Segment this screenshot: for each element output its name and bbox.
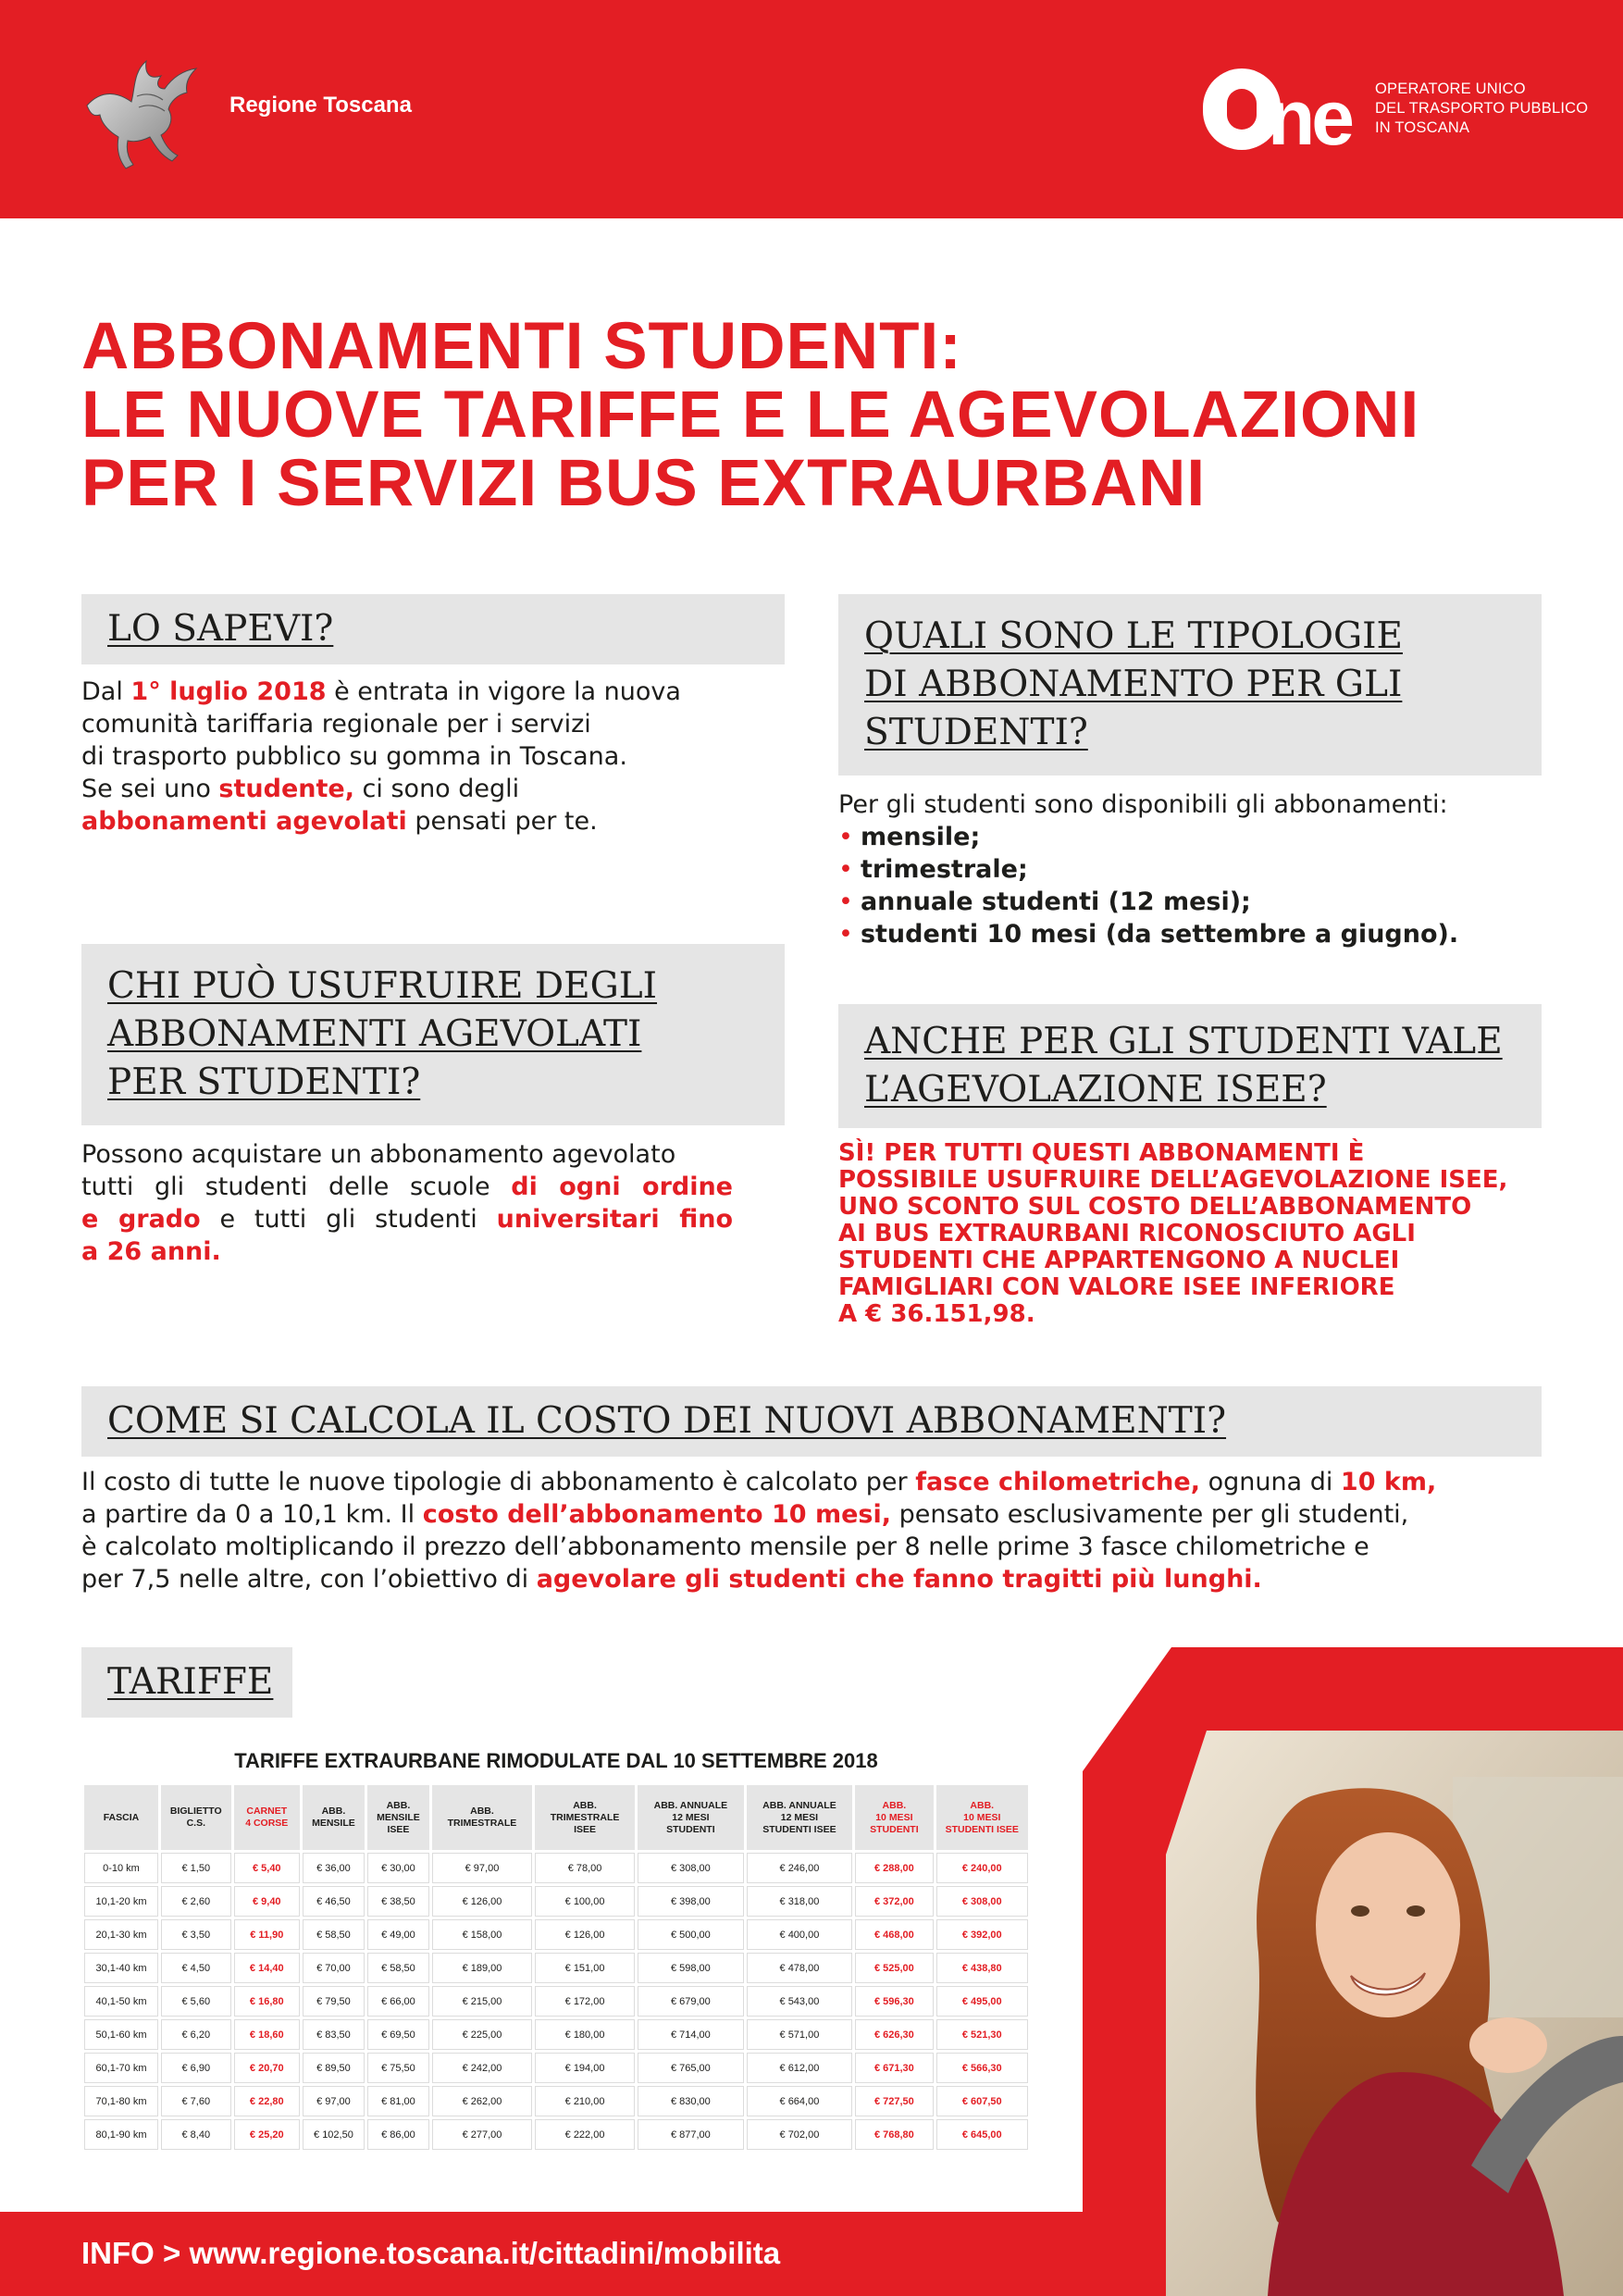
info-link[interactable]: www.regione.toscana.it/cittadini/mobilita (189, 2236, 781, 2270)
table-cell: € 612,00 (747, 2053, 853, 2083)
table-cell: € 308,00 (936, 1886, 1028, 1917)
table-cell: € 30,00 (367, 1853, 429, 1883)
text: ognuna di (1199, 1468, 1341, 1496)
operator-line: OPERATORE UNICO (1375, 81, 1526, 97)
text: POSSIBILE USUFRUIRE DELL’AGEVOLAZIONE ISEE, (838, 1166, 1508, 1194)
table-cell: 40,1-50 km (84, 1986, 158, 2017)
table-cell: € 66,00 (367, 1986, 429, 2017)
table-cell: € 645,00 (936, 2119, 1028, 2150)
table-cell: € 97,00 (303, 2086, 365, 2116)
table-cell: € 79,50 (303, 1986, 365, 2017)
heading-text (107, 962, 657, 1107)
column-header-line: ABB. ANNUALE (653, 1799, 728, 1811)
table-cell: € 222,00 (535, 2119, 635, 2150)
operator-line: IN TOSCANA (1375, 119, 1470, 136)
column-header-line: ISEE (387, 1823, 410, 1835)
title-line: PER I SERVIZI BUS EXTRAURBANI (81, 447, 1207, 520)
table-cell: € 225,00 (432, 2019, 532, 2050)
text: SÌ! PER TUTTI QUESTI ABBONAMENTI È (838, 1139, 1365, 1167)
table-cell: € 6,20 (161, 2019, 231, 2050)
bullet-icon: • (838, 887, 853, 916)
table-column-header (303, 1785, 365, 1850)
one-logo (1203, 65, 1369, 154)
table-cell: € 151,00 (535, 1953, 635, 1983)
table-cell: € 478,00 (747, 1953, 853, 1983)
column-header-line: ABB. (321, 1806, 346, 1817)
heading-text: TARIFFE (107, 1661, 274, 1703)
table-cell: € 877,00 (638, 2119, 744, 2150)
svg-text:ne: ne (1268, 74, 1352, 154)
text: a partire da 0 a 10,1 km. Il (81, 1500, 423, 1529)
list-item-label: studenti 10 mesi (da settembre a giugno). (860, 920, 1459, 949)
table-row (84, 1853, 1028, 1883)
table-column-header (747, 1785, 853, 1850)
table-cell: 70,1-80 km (84, 2086, 158, 2116)
title-line: LE NUOVE TARIFFE E LE AGEVOLAZIONI (81, 379, 1420, 452)
text: Per gli studenti sono disponibili gli abbonamenti: (838, 790, 1448, 819)
table-cell: € 288,00 (855, 1853, 933, 1883)
column-header-line: ISEE (574, 1823, 597, 1835)
text: tutti gli studenti delle scuole (81, 1173, 512, 1201)
table-cell: € 78,00 (535, 1853, 635, 1883)
table-cell: € 126,00 (535, 1919, 635, 1950)
section-heading-chi (81, 944, 785, 1125)
table-cell: € 468,00 (855, 1919, 933, 1950)
column-header-line: TRIMESTRALE (447, 1818, 517, 1829)
section-heading-calcolo (81, 1386, 1542, 1457)
operator-description (1375, 80, 1588, 138)
table-cell: € 25,20 (234, 2119, 300, 2150)
column-header-line: ABB. (573, 1799, 597, 1811)
paragraph-chi (81, 1138, 733, 1268)
tariff-table (81, 1782, 1031, 2153)
table-body (84, 1853, 1028, 2150)
text: AI BUS EXTRAURBANI RICONOSCIUTO AGLI (838, 1220, 1416, 1247)
table-row (84, 1886, 1028, 1917)
column-header-line: ABB. (970, 1799, 995, 1811)
table-header-row (84, 1785, 1028, 1850)
column-header-line: FASCIA (103, 1811, 140, 1823)
heading-line: QUALI SONO LE TIPOLOGIE (864, 615, 1403, 657)
table-cell: € 102,50 (303, 2119, 365, 2150)
column-header-line: STUDENTI ISEE (945, 1823, 1019, 1835)
table-cell: € 14,40 (234, 1953, 300, 1983)
text: pensati per te. (406, 807, 598, 836)
table-cell: € 46,50 (303, 1886, 365, 1917)
table-cell: € 58,50 (367, 1953, 429, 1983)
table-cell: € 543,00 (747, 1986, 853, 2017)
table-cell: € 11,90 (234, 1919, 300, 1950)
text: FAMIGLIARI CON VALORE ISEE INFERIORE (838, 1273, 1395, 1301)
highlight-text: a 26 anni. (81, 1237, 221, 1266)
table-cell: € 521,30 (936, 2019, 1028, 2050)
table-cell: € 679,00 (638, 1986, 744, 2017)
pegasus-logo-icon (81, 52, 202, 170)
table-cell: € 714,00 (638, 2019, 744, 2050)
table-cell: € 22,80 (234, 2086, 300, 2116)
table-cell: € 596,30 (855, 1986, 933, 2017)
column-header-line: STUDENTI (666, 1823, 715, 1835)
column-header-line: 10 MESI (875, 1811, 913, 1823)
region-name: Regione Toscana (229, 93, 412, 118)
column-header-line: ABB. (470, 1806, 494, 1817)
text: STUDENTI CHE APPARTENGONO A NUCLEI (838, 1247, 1400, 1274)
column-header-line: CARNET (246, 1806, 288, 1817)
list-item (838, 918, 1458, 950)
table-column-header (638, 1785, 744, 1850)
paragraph-sapevi (81, 676, 681, 838)
table-cell: € 400,00 (747, 1919, 853, 1950)
table-cell: € 308,00 (638, 1853, 744, 1883)
table-cell: € 438,80 (936, 1953, 1028, 1983)
bullet-icon: • (838, 823, 853, 851)
paragraph-tipologie (838, 788, 1458, 950)
highlight-text: agevolare gli studenti che fanno tragitti più lunghi. (536, 1565, 1262, 1594)
text: è entrata in vigore la nuova (326, 677, 681, 706)
table-cell: € 830,00 (638, 2086, 744, 2116)
heading-line: DI ABBONAMENTO PER GLI (864, 664, 1403, 705)
column-header-line: C.S. (186, 1818, 205, 1829)
heading-text (864, 613, 1403, 757)
table-cell: € 607,50 (936, 2086, 1028, 2116)
table-row (84, 2119, 1028, 2150)
table-cell: € 18,60 (234, 2019, 300, 2050)
table-row (84, 1986, 1028, 2017)
table-column-header (161, 1785, 231, 1850)
table-cell: € 626,30 (855, 2019, 933, 2050)
table-row (84, 1953, 1028, 1983)
table-column-header (367, 1785, 429, 1850)
table-cell: € 172,00 (535, 1986, 635, 2017)
text: Possono acquistare un abbonamento agevolato (81, 1140, 676, 1169)
table-cell: 20,1-30 km (84, 1919, 158, 1950)
text: di trasporto pubblico su gomma in Toscana. (81, 742, 627, 771)
table-cell: 0-10 km (84, 1853, 158, 1883)
column-header-line: BIGLIETTO (169, 1806, 222, 1817)
table-cell: € 1,50 (161, 1853, 231, 1883)
table-cell: € 189,00 (432, 1953, 532, 1983)
bullet-icon: • (838, 920, 853, 949)
table-cell: € 246,00 (747, 1853, 853, 1883)
table-column-header (234, 1785, 300, 1850)
table-cell: € 372,00 (855, 1886, 933, 1917)
arrow-icon: > (163, 2236, 181, 2270)
table-cell: € 8,40 (161, 2119, 231, 2150)
table-cell: € 83,50 (303, 2019, 365, 2050)
text: UNO SCONTO SUL COSTO DELL’ABBONAMENTO (838, 1193, 1472, 1221)
table-cell: € 495,00 (936, 1986, 1028, 2017)
heading-line: L’AGEVOLAZIONE ISEE? (864, 1069, 1327, 1111)
heading-line: CHI PUÒ USUFRUIRE DEGLI (107, 965, 658, 1007)
table-cell: € 4,50 (161, 1953, 231, 1983)
highlight-text: e grado (81, 1205, 201, 1234)
table-cell: € 69,50 (367, 2019, 429, 2050)
table-cell: € 97,00 (432, 1853, 532, 1883)
text: per 7,5 nelle altre, con l’obiettivo di (81, 1565, 537, 1594)
table-cell: € 5,40 (234, 1853, 300, 1883)
table-cell: € 75,50 (367, 2053, 429, 2083)
table-cell: € 525,00 (855, 1953, 933, 1983)
heading-line: ANCHE PER GLI STUDENTI VALE (864, 1021, 1503, 1062)
text: e tutti gli studenti (200, 1205, 497, 1234)
table-cell: € 566,30 (936, 2053, 1028, 2083)
section-heading-tariffe (81, 1647, 292, 1718)
table-cell: € 727,50 (855, 2086, 933, 2116)
highlight-text: fasce chilometriche, (915, 1468, 1200, 1496)
list-item (838, 886, 1458, 918)
column-header-line: MENSILE (312, 1818, 355, 1829)
table-cell: € 242,00 (432, 2053, 532, 2083)
table-column-header (936, 1785, 1028, 1850)
table-cell: € 500,00 (638, 1919, 744, 1950)
student-photo (1083, 1647, 1623, 2296)
text: comunità tariffaria regionale per i servizi (81, 710, 591, 738)
highlight-text: abbonamenti agevolati (81, 807, 407, 836)
table-cell: € 571,00 (747, 2019, 853, 2050)
text: pensato esclusivamente per gli studenti, (891, 1500, 1409, 1529)
page-title (81, 310, 1420, 520)
column-header-line: MENSILE (377, 1811, 420, 1823)
table-cell: € 81,00 (367, 2086, 429, 2116)
table-column-header (432, 1785, 532, 1850)
table-cell: 50,1-60 km (84, 2019, 158, 2050)
list-item-label: trimestrale; (860, 855, 1028, 884)
table-cell: € 49,00 (367, 1919, 429, 1950)
heading-line: PER STUDENTI? (107, 1061, 421, 1103)
table-cell: € 180,00 (535, 2019, 635, 2050)
highlight-text: 10 km, (1340, 1468, 1437, 1496)
table-cell: € 318,00 (747, 1886, 853, 1917)
highlight-date: 1° luglio 2018 (130, 677, 327, 706)
table-cell: € 215,00 (432, 1986, 532, 2017)
table-cell: € 671,30 (855, 2053, 933, 2083)
table-cell: 10,1-20 km (84, 1886, 158, 1917)
text: A € 36.151,98. (838, 1300, 1035, 1328)
text: Il costo di tutte le nuove tipologie di abbonamento è calcolato per (81, 1468, 916, 1496)
footer-info (81, 2236, 780, 2271)
table-cell: € 6,90 (161, 2053, 231, 2083)
column-header-line: STUDENTI ISEE (762, 1823, 836, 1835)
table-row (84, 2086, 1028, 2116)
table-cell: € 392,00 (936, 1919, 1028, 1950)
table-cell: € 765,00 (638, 2053, 744, 2083)
bullet-icon: • (838, 855, 853, 884)
info-label: INFO (81, 2236, 155, 2270)
table-cell: € 240,00 (936, 1853, 1028, 1883)
table-cell: € 70,00 (303, 1953, 365, 1983)
text: Dal (81, 677, 131, 706)
section-heading-tipologie (838, 594, 1542, 776)
table-cell: € 262,00 (432, 2086, 532, 2116)
list-item-label: mensile; (860, 823, 981, 851)
footer-bar (0, 2212, 1083, 2296)
table-cell: € 768,80 (855, 2119, 933, 2150)
column-header-line: ABB. (386, 1799, 411, 1811)
table-column-header (855, 1785, 933, 1850)
header-bar (0, 0, 1623, 218)
table-cell: € 2,60 (161, 1886, 231, 1917)
table-column-header (84, 1785, 158, 1850)
table-cell: 30,1-40 km (84, 1953, 158, 1983)
highlight-text: universitari fino (496, 1205, 733, 1234)
table-cell: € 664,00 (747, 2086, 853, 2116)
table-cell: € 89,50 (303, 2053, 365, 2083)
highlight-text: costo dell’abbonamento 10 mesi, (422, 1500, 891, 1529)
column-header-line: 10 MESI (963, 1811, 1001, 1823)
table-cell: € 20,70 (234, 2053, 300, 2083)
table-row (84, 2053, 1028, 2083)
table-cell: € 277,00 (432, 2119, 532, 2150)
table-row (84, 1919, 1028, 1950)
table-cell: € 3,50 (161, 1919, 231, 1950)
text: Se sei uno (81, 775, 219, 803)
column-header-line: ABB. ANNUALE (762, 1799, 836, 1811)
text: ci sono degli (353, 775, 520, 803)
column-header-line: ABB. (882, 1799, 907, 1811)
column-header-line: 4 CORSE (245, 1818, 289, 1829)
column-header-line: STUDENTI (870, 1823, 919, 1835)
table-cell: € 5,60 (161, 1986, 231, 2017)
table-cell: € 126,00 (432, 1886, 532, 1917)
list-item (838, 853, 1458, 886)
heading-text (864, 1018, 1503, 1114)
table-cell: € 158,00 (432, 1919, 532, 1950)
highlight-text: di ogni ordine (511, 1173, 733, 1201)
table-cell: 80,1-90 km (84, 2119, 158, 2150)
table-cell: € 702,00 (747, 2119, 853, 2150)
table-cell: € 58,50 (303, 1919, 365, 1950)
table-cell: € 16,80 (234, 1986, 300, 2017)
heading-line: ABBONAMENTI AGEVOLATI (107, 1013, 642, 1055)
table-cell: € 38,50 (367, 1886, 429, 1917)
list-item-label: annuale studenti (12 mesi); (860, 887, 1251, 916)
paragraph-isee (838, 1140, 1507, 1328)
column-header-line: 12 MESI (780, 1811, 819, 1823)
operator-line: DEL TRASPORTO PUBBLICO (1375, 100, 1589, 117)
table-cell: € 398,00 (638, 1886, 744, 1917)
table-row (84, 2019, 1028, 2050)
column-header-line: 12 MESI (672, 1811, 710, 1823)
table-cell: € 9,40 (234, 1886, 300, 1917)
section-heading-isee (838, 1004, 1542, 1128)
table-cell: 60,1-70 km (84, 2053, 158, 2083)
table-cell: € 598,00 (638, 1953, 744, 1983)
section-heading-sapevi (81, 594, 785, 664)
table-title: TARIFFE EXTRAURBANE RIMODULATE DAL 10 SETTEMBRE 2018 (234, 1749, 878, 1772)
heading-text: COME SI CALCOLA IL COSTO DEI NUOVI ABBONAMENTI? (107, 1400, 1227, 1442)
table-column-header (535, 1785, 635, 1850)
column-header-line: TRIMESTRALE (550, 1811, 620, 1823)
list-item (838, 821, 1458, 853)
text: è calcolato moltiplicando il prezzo dell’abbonamento mensile per 8 nelle prime 3 fasce chilometriche e (81, 1533, 1369, 1561)
table-cell: € 36,00 (303, 1853, 365, 1883)
highlight-text: studente, (218, 775, 354, 803)
heading-text: LO SAPEVI? (107, 608, 334, 650)
table-cell: € 194,00 (535, 2053, 635, 2083)
heading-line: STUDENTI? (864, 712, 1088, 753)
table-cell: € 210,00 (535, 2086, 635, 2116)
paragraph-calcolo (81, 1466, 1436, 1595)
title-line: ABBONAMENTI STUDENTI: (81, 310, 962, 383)
table-cell: € 100,00 (535, 1886, 635, 1917)
table-cell: € 86,00 (367, 2119, 429, 2150)
table-cell: € 7,60 (161, 2086, 231, 2116)
